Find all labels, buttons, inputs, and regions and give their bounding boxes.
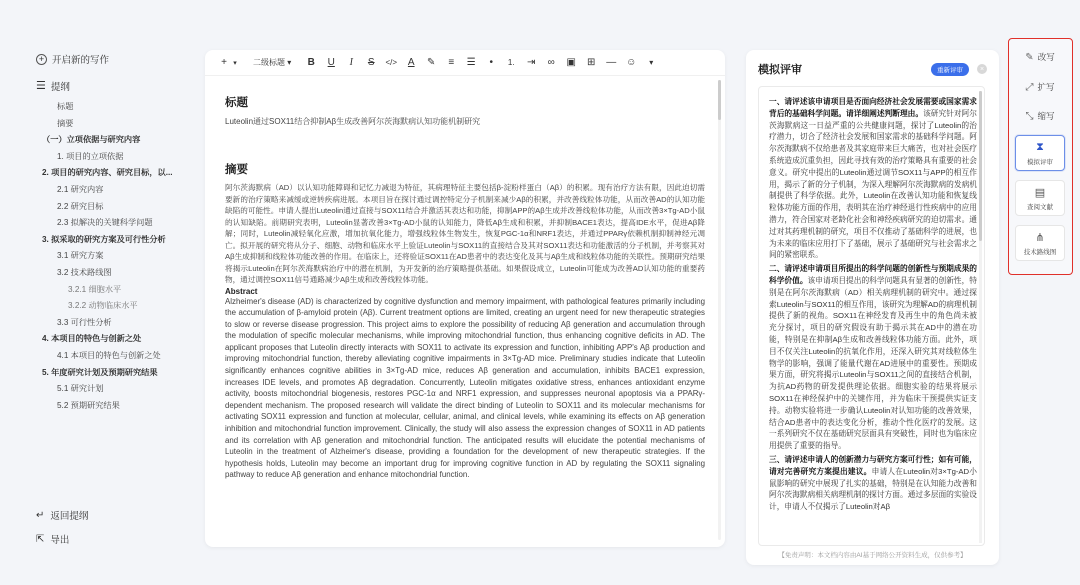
back-to-outline-button[interactable]: [36, 508, 88, 522]
mock-review-button[interactable]: [1015, 135, 1065, 171]
outline-item[interactable]: 4. 本项目的特色与创新之处: [42, 334, 142, 344]
outline-item[interactable]: 3.3 可行性分析: [57, 317, 112, 327]
return-arrow-icon: ↵: [36, 509, 45, 521]
new-writing-label: 开启新的写作: [52, 55, 110, 66]
tech-roadmap-button[interactable]: [1015, 225, 1065, 261]
outline-item[interactable]: 2.2 研究目标: [57, 201, 104, 211]
outline-item[interactable]: 4.1 本项目的特色与创新之处: [57, 350, 161, 360]
strikethrough-icon[interactable]: S: [367, 57, 375, 68]
lookup-references-button[interactable]: [1015, 180, 1065, 216]
heading-select-value: 二级标题: [253, 58, 285, 67]
review-q3: 三、请评述申请人的创新潜力与研究方案可行性；如有可能，请对完善研究方案提出建议。: [769, 454, 977, 476]
italic-icon[interactable]: I: [349, 57, 353, 68]
shorten-label: 缩写: [1037, 111, 1055, 121]
outline-item[interactable]: 1. 项目的立项依据: [57, 151, 124, 161]
export-icon: ⇱: [36, 533, 45, 545]
title-heading: 标题: [225, 97, 248, 109]
editor-content[interactable]: [225, 94, 705, 481]
project-title[interactable]: Luteolin通过SOX11结合抑制Aβ生成改善阿尔茨海默病认知功能机制研究: [225, 117, 481, 126]
outline-sidebar: [0, 0, 205, 585]
outline-item[interactable]: 5.1 研究计划: [57, 384, 104, 394]
divider-icon[interactable]: —: [606, 57, 617, 68]
unordered-list-icon[interactable]: •: [489, 57, 493, 68]
link-icon[interactable]: ∞: [547, 57, 555, 68]
align-justify-icon[interactable]: ☰: [466, 57, 476, 68]
abstract-english[interactable]: Alzheimer's disease (AD) is characterized by cognitive dysfunction and memory impairment, with pathological features primarily including the accumulation of β-amyloid protein (Aβ). Current treatment options are limited, creating an urgent need for new therapeutic strategies to slow or reverse disease progression. This project aims to explore the possibility of reducing Aβ generation and accumulation through the modulation of specific molecular mechanisms, while improving mitochondrial function, thus enhancing cognitive deficits in AD. The applicant proposes that Luteolin directly interacts with SOX11 to activate its expression and function, inhibiting APP's Aβ production and improving mitochondrial function, thereby alleviating cognitive impairments in 3×Tg-AD mice. Preliminary studies indicate that Luteolin significantly enhances cognitive abilities in 3×Tg-AD mice, reduces Aβ generation and accumulation, inhibits BACE1 expression, increases IDE levels, and promotes Aβ degradation. Concurrently, Luteolin mitigates oxidative stress, enhances antioxidant enzyme activity, boosts mitochondrial biogenesis, restores PGC-1α and NRF1 expression, and suppresses neuronal apoptosis via a PPARγ-dependent mechanism. The proposed research will validate the direct binding of Luteolin to SOX11 and its molecular mechanisms for activating SOX11 expression and function at molecular, cellular, animal, and clinical levels, while examining its effects on Aβ generation inhibition and mitochondrial function improvement. Clinically, the study will also assess the expression changes of SOX11 in AD patients and its correlation with Aβ generation and mitochondrial function. The anticipated results will elucidate the potential mechanisms of Luteolin in the treatment of Alzheimer's disease, providing a foundation for the development of new therapeutic strategies. If the hypothesis holds, Luteolin may become an important drug for improving cognitive function in AD by regulating the SOX11 signaling pathway to reduce Aβ generation and enhance mitochondrial function.: [225, 296, 705, 480]
heading-select[interactable]: 二级标题 ▾: [253, 58, 292, 67]
review-q1: 一、请评述该申请项目是否面向经济社会发展需要或国家需求背后的基础科学问题。请详细阐述判断理由。: [769, 97, 977, 118]
outline-item[interactable]: 3.2 技术路线图: [57, 267, 112, 277]
outline-item[interactable]: 3. 拟采取的研究方案及可行性分析: [42, 234, 166, 244]
review-section-2: [769, 263, 977, 452]
highlight-icon[interactable]: ✎: [427, 57, 436, 68]
outline-item[interactable]: 标题: [57, 102, 74, 111]
export-label: 导出: [50, 535, 70, 546]
code-icon[interactable]: </>: [385, 58, 398, 67]
expand-label: 扩写: [1037, 82, 1055, 92]
plus-circle-icon: +: [36, 54, 47, 65]
document-icon: ▤: [1034, 186, 1046, 199]
emoji-icon[interactable]: ☺: [626, 57, 637, 68]
outline-item[interactable]: 2.3 拟解决的关键科学问题: [57, 218, 153, 228]
bold-icon[interactable]: B: [307, 57, 315, 68]
mock-review-label: 模拟评审: [1027, 158, 1053, 166]
review-a3: 申请人在Luteolin对3×Tg-AD小鼠影响的研究中展现了扎实的基础，特别是在认知能力改善和阿尔茨海默病相关病理机制的探讨方面。通过多层面的实验设计，申请人不仅揭示了Luteolin对Aβ: [769, 466, 977, 512]
review-scrollbar[interactable]: [979, 91, 982, 543]
expand-button[interactable]: [1013, 81, 1067, 93]
back-to-outline-label: 返回提纲: [50, 511, 89, 522]
outline-list: [36, 99, 196, 414]
shorten-button[interactable]: [1013, 110, 1067, 122]
underline-icon[interactable]: U: [327, 57, 335, 68]
outline-header: [36, 79, 70, 93]
expand-arrows-icon: ⤢: [1025, 81, 1034, 93]
outline-item[interactable]: 5.2 预期研究结果: [57, 400, 120, 410]
rewrite-button[interactable]: [1013, 51, 1067, 63]
review-q2: 二、请评述申请项目所提出的科学问题的创新性与预期成果的科学价值。: [769, 264, 977, 285]
review-header: [758, 60, 987, 78]
outline-item[interactable]: 2. 项目的研究内容、研究目标，以...: [42, 168, 173, 178]
review-title: 模拟评审: [758, 64, 802, 76]
tech-roadmap-label: 技术路线图: [1023, 248, 1057, 256]
chevron-down-icon[interactable]: ▾: [233, 59, 237, 67]
review-content[interactable]: [758, 86, 985, 546]
abstract-en-label: Abstract: [225, 286, 258, 296]
export-button[interactable]: [36, 532, 69, 546]
editor-toolbar: [205, 50, 725, 76]
insert-plus-icon[interactable]: +: [221, 57, 227, 68]
review-section-3: [769, 454, 977, 513]
outline-item[interactable]: 3.1 研究方案: [57, 251, 104, 261]
abstract-chinese[interactable]: 阿尔茨海默病（AD）以认知功能障碍和记忆力减退为特征，其病理特征主要包括β-淀粉样蛋白（Aβ）的积累。现有治疗方法有限，因此迫切需要新的治疗策略来减缓或逆转疾病进展。本项目旨在探讨通过调控特定分子机制来减少Aβ的积累，并改善线粒体功能，从而改善AD的认知功能缺陷的可能性。申请人提出Luteolin通过直接与SOX11结合并激活其表达和功能，抑制APP的Aβ生成并改善线粒体功能，从而改善3×Tg-AD小鼠的认知缺陷。前期研究表明，Luteolin显著改善3×Tg-AD小鼠的认知能力，降低Aβ生成和积累，并抑制BACE1表达，提高IDE水平，促进Aβ降解；同时，Luteolin减轻氧化应激，增加抗氧化能力，增强线粒体生物发生，恢复PGC-1α和NRF1表达，并通过PPARγ依赖机制抑制神经元凋亡。拟开展的研究将从分子、细胞、动物和临床水平上验证Luteolin与SOX11的直接结合及其对SOX11表达和功能激活的分子机制，并考察其对Aβ生成抑制和线粒体功能改善的作用。在临床上，还将验证SOX11在AD患者中的表达变化及其与Aβ生成和线粒体功能的关联性。预期研究结果将揭示Luteolin在阿尔茨海默病治疗中的潜在机制，为开发新的治疗策略提供基础。如果假设成立，Luteolin可能成为改善AD认知功能的重要药物，通过调控SOX11信号通路减少Aβ生成和改善线粒体功能。: [225, 183, 705, 284]
edit-icon: ✎: [1025, 51, 1034, 63]
indent-icon[interactable]: ⇥: [527, 57, 536, 68]
document-editor[interactable]: [205, 50, 725, 547]
close-icon[interactable]: ×: [977, 64, 987, 74]
review-section-1: [769, 96, 977, 261]
more-icon[interactable]: ▾: [649, 58, 654, 67]
outline-item[interactable]: 2.1 研究内容: [57, 184, 104, 194]
list-icon: ☰: [36, 79, 46, 92]
outline-item[interactable]: 3.2.1 细胞水平: [68, 284, 122, 294]
table-icon[interactable]: ⊞: [587, 57, 596, 68]
ai-tools-rail: [1008, 38, 1073, 275]
outline-item[interactable]: 3.2.2 动物临床水平: [68, 301, 138, 311]
review-a1: 该研究针对阿尔茨海默病这一日益严重的公共健康问题，探讨了Luteolin的治疗潜力，切合了经济社会发展和国家需求的基础科学问题。阿尔茨海默病不仅给患者及其家庭带来巨大痛苦，也对社会医疗系统造成沉重负担，因此寻找有效的治疗策略具有重要的社会意义。研究中提出的Luteolin通过调节SOX11与APP的相互作用，揭示了新的分子机制，为深入理解阿尔茨海默病的发病机制提供了科学依据。此外，Luteolin在改善认知功能和恢复线粒体功能方面的作用，表明其在治疗神经退行性疾病中的应用潜力，符合国家对老龄化社会和神经疾病研究的迫切需求。通过对其药理机制的研究，项目不仅推动了基础科学的进展，也为未来的临床应用打下了基础，展示了基础研究与社会需求之间的紧密联系。: [769, 108, 977, 260]
ordered-list-icon[interactable]: 1.: [507, 58, 515, 67]
rereview-button[interactable]: 重新评审: [931, 63, 969, 76]
align-left-icon[interactable]: ≡: [448, 57, 455, 68]
lookup-references-label: 查阅文献: [1027, 203, 1053, 211]
outline-item[interactable]: （一）立项依据与研究内容: [42, 135, 141, 145]
rewrite-label: 改写: [1037, 52, 1055, 62]
outline-item[interactable]: 5. 年度研究计划及预期研究结果: [42, 367, 158, 377]
outline-item[interactable]: 摘要: [57, 118, 74, 128]
image-icon[interactable]: ▣: [566, 57, 576, 68]
new-writing-button[interactable]: [36, 52, 109, 66]
flowchart-icon: ⋔: [1035, 231, 1045, 244]
font-color-icon[interactable]: A: [407, 57, 415, 68]
editor-scrollbar[interactable]: [718, 80, 721, 540]
disclaimer: 【免责声明：本文档内容由AI基于网络公开资料生成，仅供参考】: [778, 552, 967, 559]
outline-label: 提纲: [50, 82, 70, 93]
mock-review-panel: [746, 50, 999, 565]
review-a2: 该申请项目提出的科学问题具有显著的创新性，特别是在阿尔茨海默病（AD）相关病理机制的研究中。通过探索Luteolin与SOX11的相互作用，该研究为理解AD的病理机制提供了新的视角。SOX11在神经发育及再生中的角色尚未被充分探讨，项目的研究假设有助于揭示其在AD中的潜在功能，特别是在抑制Aβ生成和改善线粒体功能方面。此外，项目不仅关注Luteolin的抗氧化作用，还深入研究其对线粒体生物学的影响，强调了能量代谢在AD进展中的重要性。预期成果方面，研究将揭示Luteolin与SOX11之间的直接结合机制，为抗AD药物的研发提供理论依据。细胞实验的结果将展示SOX11在神经保护中的关键作用，并为临床干预提供实证支持。动物实验将进一步确认Luteolin对认知功能的改善效果，结合AD患者中的表达变化分析，推动个性化医疗的发展。这一系列研究不仅在基础研究层面具有突破性，同时也为临床应用提供了重要的指导。: [769, 275, 977, 451]
hourglass-icon: ⧗: [1036, 140, 1044, 153]
abstract-heading: 摘要: [225, 164, 248, 176]
collapse-arrows-icon: ⤡: [1025, 110, 1034, 122]
